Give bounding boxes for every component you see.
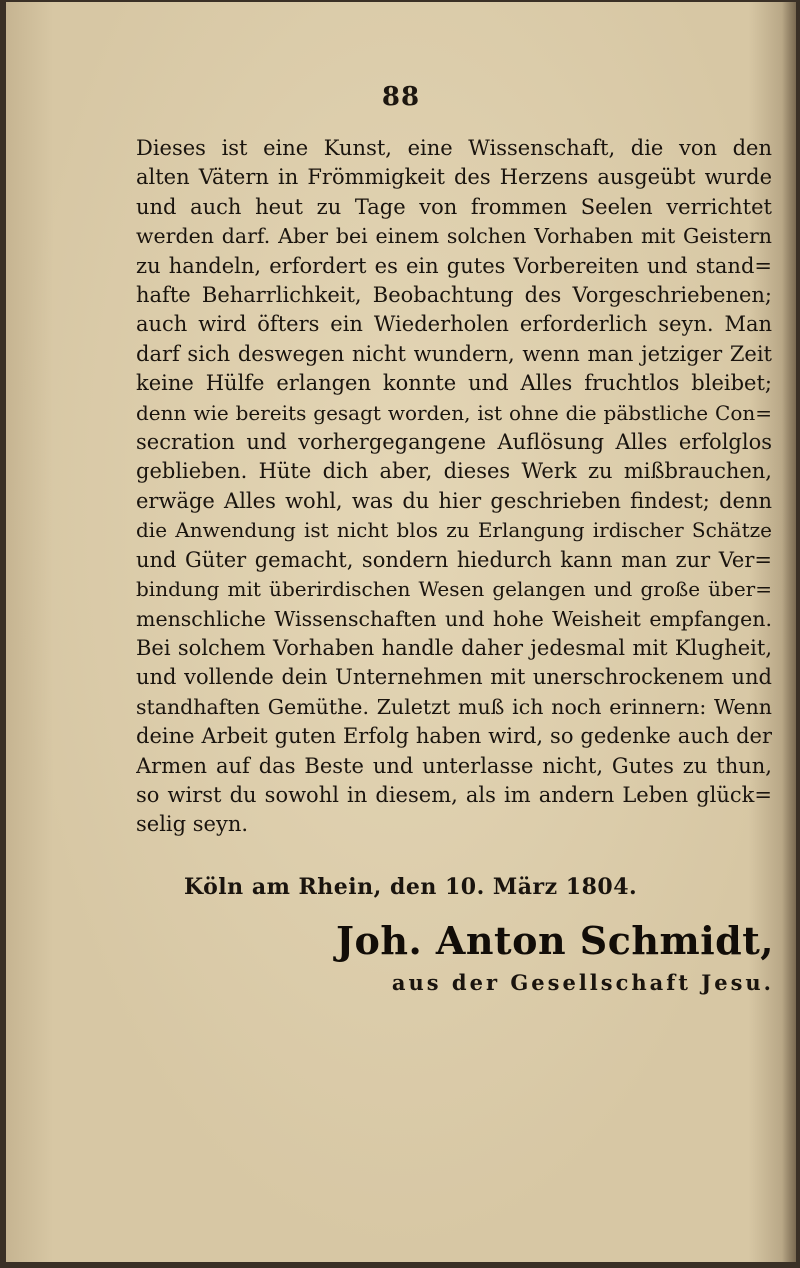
text-line: Armen auf das Beste und unterlasse nicht, Gutes zu thun, [136, 753, 772, 778]
text-line: hafte Beharrlichkeit, Beobachtung des Vorgeschriebenen; [136, 283, 772, 308]
signature-affiliation: aus der Gesellschaft Jesu. [391, 970, 774, 995]
text-line: secration und vorhergegangene Auflösung Alles erfolglos [136, 430, 772, 455]
text-line: und Güter gemacht, sondern hiedurch kann man zur Ver= [136, 547, 772, 572]
signature-name: Joh. Anton Schmidt, [336, 918, 774, 963]
text-line: und auch heut zu Tage von frommen Seelen verrichtet [136, 194, 772, 219]
text-line: erwäge Alles wohl, was du hier geschrieben findest; denn [136, 488, 772, 513]
text-line: so wirst du sowohl in diesem, als im andern Leben glück= [136, 782, 772, 807]
text-line: auch wird öfters ein Wiederholen erforderlich seyn. Man [136, 312, 772, 337]
dateline: Köln am Rhein, den 10. März 1804. [184, 874, 638, 900]
page-number: 88 [381, 82, 421, 112]
text-line: Dieses ist eine Kunst, eine Wissenschaft, die von den [136, 136, 772, 160]
text-line: Bei solchem Vorhaben handle daher jedesmal mit Klugheit, [136, 635, 772, 660]
text-line: alten Vätern in Frömmigkeit des Herzens ausgeübt wurde [136, 165, 772, 190]
text-line: keine Hülfe erlangen konnte und Alles fruchtlos bleibet; [136, 371, 772, 396]
text-line: denn wie bereits gesagt worden, ist ohne die päbstliche Con= [136, 400, 772, 425]
text-line: bindung mit überirdischen Wesen gelangen und große über= [136, 577, 772, 602]
text-line: die Anwendung ist nicht blos zu Erlangung irdischer Schätze [136, 518, 772, 543]
text-line: menschliche Wissenschaften und hohe Weisheit empfangen. [136, 606, 772, 631]
book-page [6, 2, 796, 1262]
text-line: selig seyn. [136, 812, 249, 837]
text-line: geblieben. Hüte dich aber, dieses Werk zu mißbrauchen, [136, 459, 772, 484]
text-line: und vollende dein Unternehmen mit unerschrockenem und [136, 665, 772, 690]
text-line: deine Arbeit guten Erfolg haben wird, so gedenke auch der [136, 724, 772, 749]
text-line: darf sich deswegen nicht wundern, wenn man jetziger Zeit [136, 341, 772, 366]
body-text [136, 134, 772, 840]
text-line: werden darf. Aber bei einem solchen Vorhaben mit Geistern [136, 224, 772, 249]
text-line: standhaften Gemüthe. Zuletzt muß ich noch erinnern: Wenn [136, 694, 772, 719]
text-line: zu handeln, erfordert es ein gutes Vorbereiten und stand= [136, 253, 772, 278]
